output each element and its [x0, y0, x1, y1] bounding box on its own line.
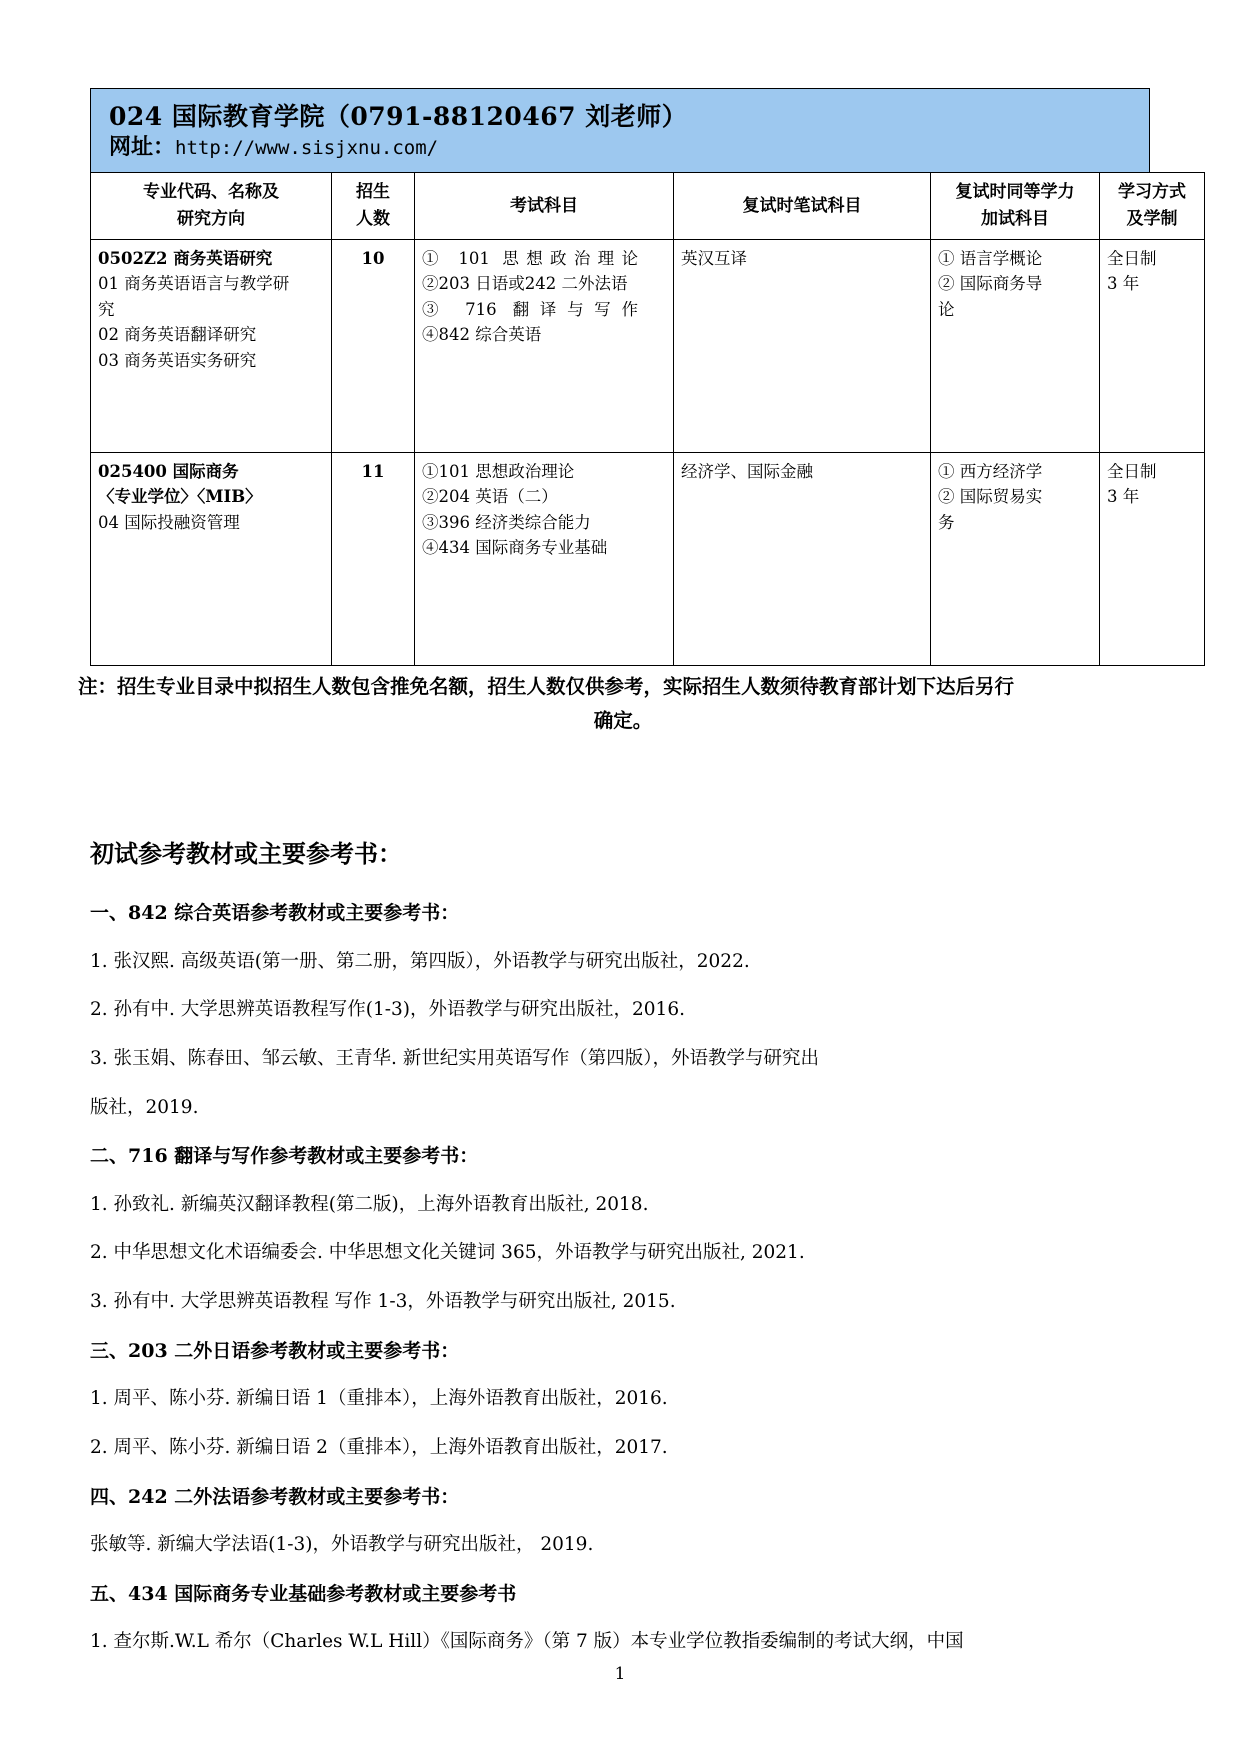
col-header-subjects: 考试科目	[415, 172, 674, 239]
page-number: 1	[614, 1664, 626, 1684]
cell-major-0	[91, 239, 332, 452]
department-header	[90, 88, 1150, 173]
reference-books-title: 初试参考教材或主要参考书：	[90, 839, 402, 868]
exam-subject-1-3: ④434 国际商务专业基础	[422, 538, 608, 558]
majors-table	[90, 172, 1205, 666]
website-label: 网址：	[109, 134, 176, 161]
cell-count-0: 10	[332, 239, 415, 452]
major-code-name-0: 0502Z2 商务英语研究	[98, 248, 273, 268]
cell-extra-0	[931, 239, 1100, 452]
major-direction-0-1: 究	[98, 299, 115, 319]
major-direction-1-0: 〈专业学位〉〈MIB〉	[98, 487, 262, 507]
ref-item-0-2: 3. 张玉娟、陈春田、邹云敏、王青华. 新世纪实用英语写作（第四版），外语教学与研究出	[90, 1047, 820, 1069]
reference-books-block	[90, 834, 1150, 1657]
table-note	[78, 670, 1168, 738]
ref-item-0-1: 2. 孙有中. 大学思辨英语教程写作(1-3)，外语教学与研究出版社，2016.	[90, 999, 685, 1021]
ref-item-1-1: 2. 中华思想文化术语编委会. 中华思想文化关键词 365，外语教学与研究出版社, 2021.	[90, 1242, 805, 1264]
col-header-major-line1: 专业代码、名称及	[143, 182, 279, 203]
col-header-retest: 复试时笔试科目	[674, 172, 931, 239]
exam-subject-1-0: ①101 思想政治理论	[422, 461, 575, 481]
extra-subject-1-2: 务	[938, 512, 955, 532]
department-title: 024 国际教育学院（0791-88120467 刘老师）	[109, 102, 688, 131]
extra-subject-1-1: ② 国际贸易实	[938, 487, 1043, 507]
ref-section-heading-0: 一、842 综合英语参考教材或主要参考书：	[90, 902, 460, 924]
ref-section-heading-3: 四、242 二外法语参考教材或主要参考书：	[90, 1485, 460, 1508]
major-code-name-1: 025400 国际商务	[98, 461, 239, 481]
cell-retest-1: 经济学、国际金融	[674, 452, 931, 665]
cell-subjects-1	[415, 452, 674, 665]
cell-count-1: 11	[332, 452, 415, 665]
table-header-row	[91, 172, 1205, 239]
col-header-extra-line2: 加试科目	[981, 208, 1049, 229]
exam-subject-0-1: ②203 日语或242 二外法语	[422, 274, 628, 294]
cell-major-1	[91, 452, 332, 665]
ref-item-0-3: 版社，2019.	[90, 1096, 199, 1118]
cell-mode-0	[1100, 239, 1205, 452]
col-header-extra	[931, 172, 1100, 239]
majors-table-head	[91, 172, 1205, 239]
ref-item-3-0: 张敏等. 新编大学法语(1-3)，外语教学与研究出版社， 2019.	[90, 1534, 594, 1556]
ref-item-4-0: 1. 查尔斯.W.L 希尔（Charles W.L Hill）《国际商务》（第 7 版）本专业学位教指委编制的考试大纲，中国	[90, 1631, 964, 1653]
ref-item-2-1: 2. 周平、陈小芬. 新编日语 2（重排本），上海外语教育出版社，2017.	[90, 1436, 668, 1458]
extra-subject-1-0: ① 西方经济学	[938, 461, 1043, 481]
exam-subject-0-0: ① 101 思想政治理论	[422, 248, 638, 268]
ref-item-0-0: 1. 张汉熙. 高级英语(第一册、第二册，第四版），外语教学与研究出版社，2022.	[90, 950, 750, 972]
cell-subjects-0	[415, 239, 674, 452]
majors-table-body	[91, 239, 1205, 665]
department-website-line	[109, 134, 1131, 162]
cell-mode-1	[1100, 452, 1205, 665]
col-header-mode-line1: 学习方式	[1118, 182, 1186, 203]
col-header-count-line2: 人数	[356, 208, 390, 229]
table-note-line1: 注：招生专业目录中拟招生人数包含推免名额，招生人数仅供参考，实际招生人数须待教育部计划下达后另行	[78, 674, 1015, 698]
col-header-mode-line2: 及学制	[1126, 208, 1178, 229]
table-note-line2: 确定。	[593, 708, 653, 732]
col-header-mode	[1100, 172, 1205, 239]
table-row	[91, 452, 1205, 665]
col-header-major	[91, 172, 332, 239]
exam-subject-1-1: ②204 英语（二）	[422, 487, 558, 507]
study-mode-0-1: 3 年	[1107, 274, 1140, 294]
ref-section-heading-1: 二、716 翻译与写作参考教材或主要参考书：	[90, 1145, 479, 1168]
ref-item-2-0: 1. 周平、陈小芬. 新编日语 1（重排本），上海外语教育出版社，2016.	[90, 1388, 668, 1410]
cell-extra-1	[931, 452, 1100, 665]
study-mode-1-0: 全日制	[1107, 461, 1157, 481]
ref-section-heading-2: 三、203 二外日语参考教材或主要参考书：	[90, 1339, 460, 1362]
exam-subject-0-3: ④842 综合英语	[422, 325, 542, 345]
table-row	[91, 239, 1205, 452]
cell-retest-0: 英汉互译	[674, 239, 931, 452]
extra-subject-0-1: ② 国际商务导	[938, 274, 1043, 294]
exam-subject-1-2: ③396 经济类综合能力	[422, 512, 591, 532]
study-mode-1-1: 3 年	[1107, 487, 1140, 507]
study-mode-0-0: 全日制	[1107, 248, 1157, 268]
col-header-extra-line1: 复试时同等学力	[955, 182, 1075, 203]
major-direction-0-2: 02 商务英语翻译研究	[98, 325, 257, 345]
major-direction-0-0: 01 商务英语语言与教学研	[98, 274, 290, 294]
col-header-count-line1: 招生	[356, 182, 390, 203]
extra-subject-0-2: 论	[938, 299, 955, 319]
ref-item-1-2: 3. 孙有中. 大学思辨英语教程 写作 1-3，外语教学与研究出版社, 2015.	[90, 1291, 676, 1313]
major-direction-1-1: 04 国际投融资管理	[98, 512, 240, 532]
col-header-count	[332, 172, 415, 239]
extra-subject-0-0: ① 语言学概论	[938, 248, 1043, 268]
ref-item-1-0: 1. 孙致礼. 新编英汉翻译教程(第二版)，上海外语教育出版社, 2018.	[90, 1193, 649, 1215]
website-url: http://www.sisjxnu.com/	[175, 137, 439, 160]
col-header-major-line2: 研究方向	[177, 208, 245, 229]
exam-subject-0-2: ③ 716 翻译与写作	[422, 299, 638, 319]
major-direction-0-3: 03 商务英语实务研究	[98, 351, 257, 370]
ref-section-heading-4: 五、434 国际商务专业基础参考教材或主要参考书	[90, 1582, 517, 1605]
